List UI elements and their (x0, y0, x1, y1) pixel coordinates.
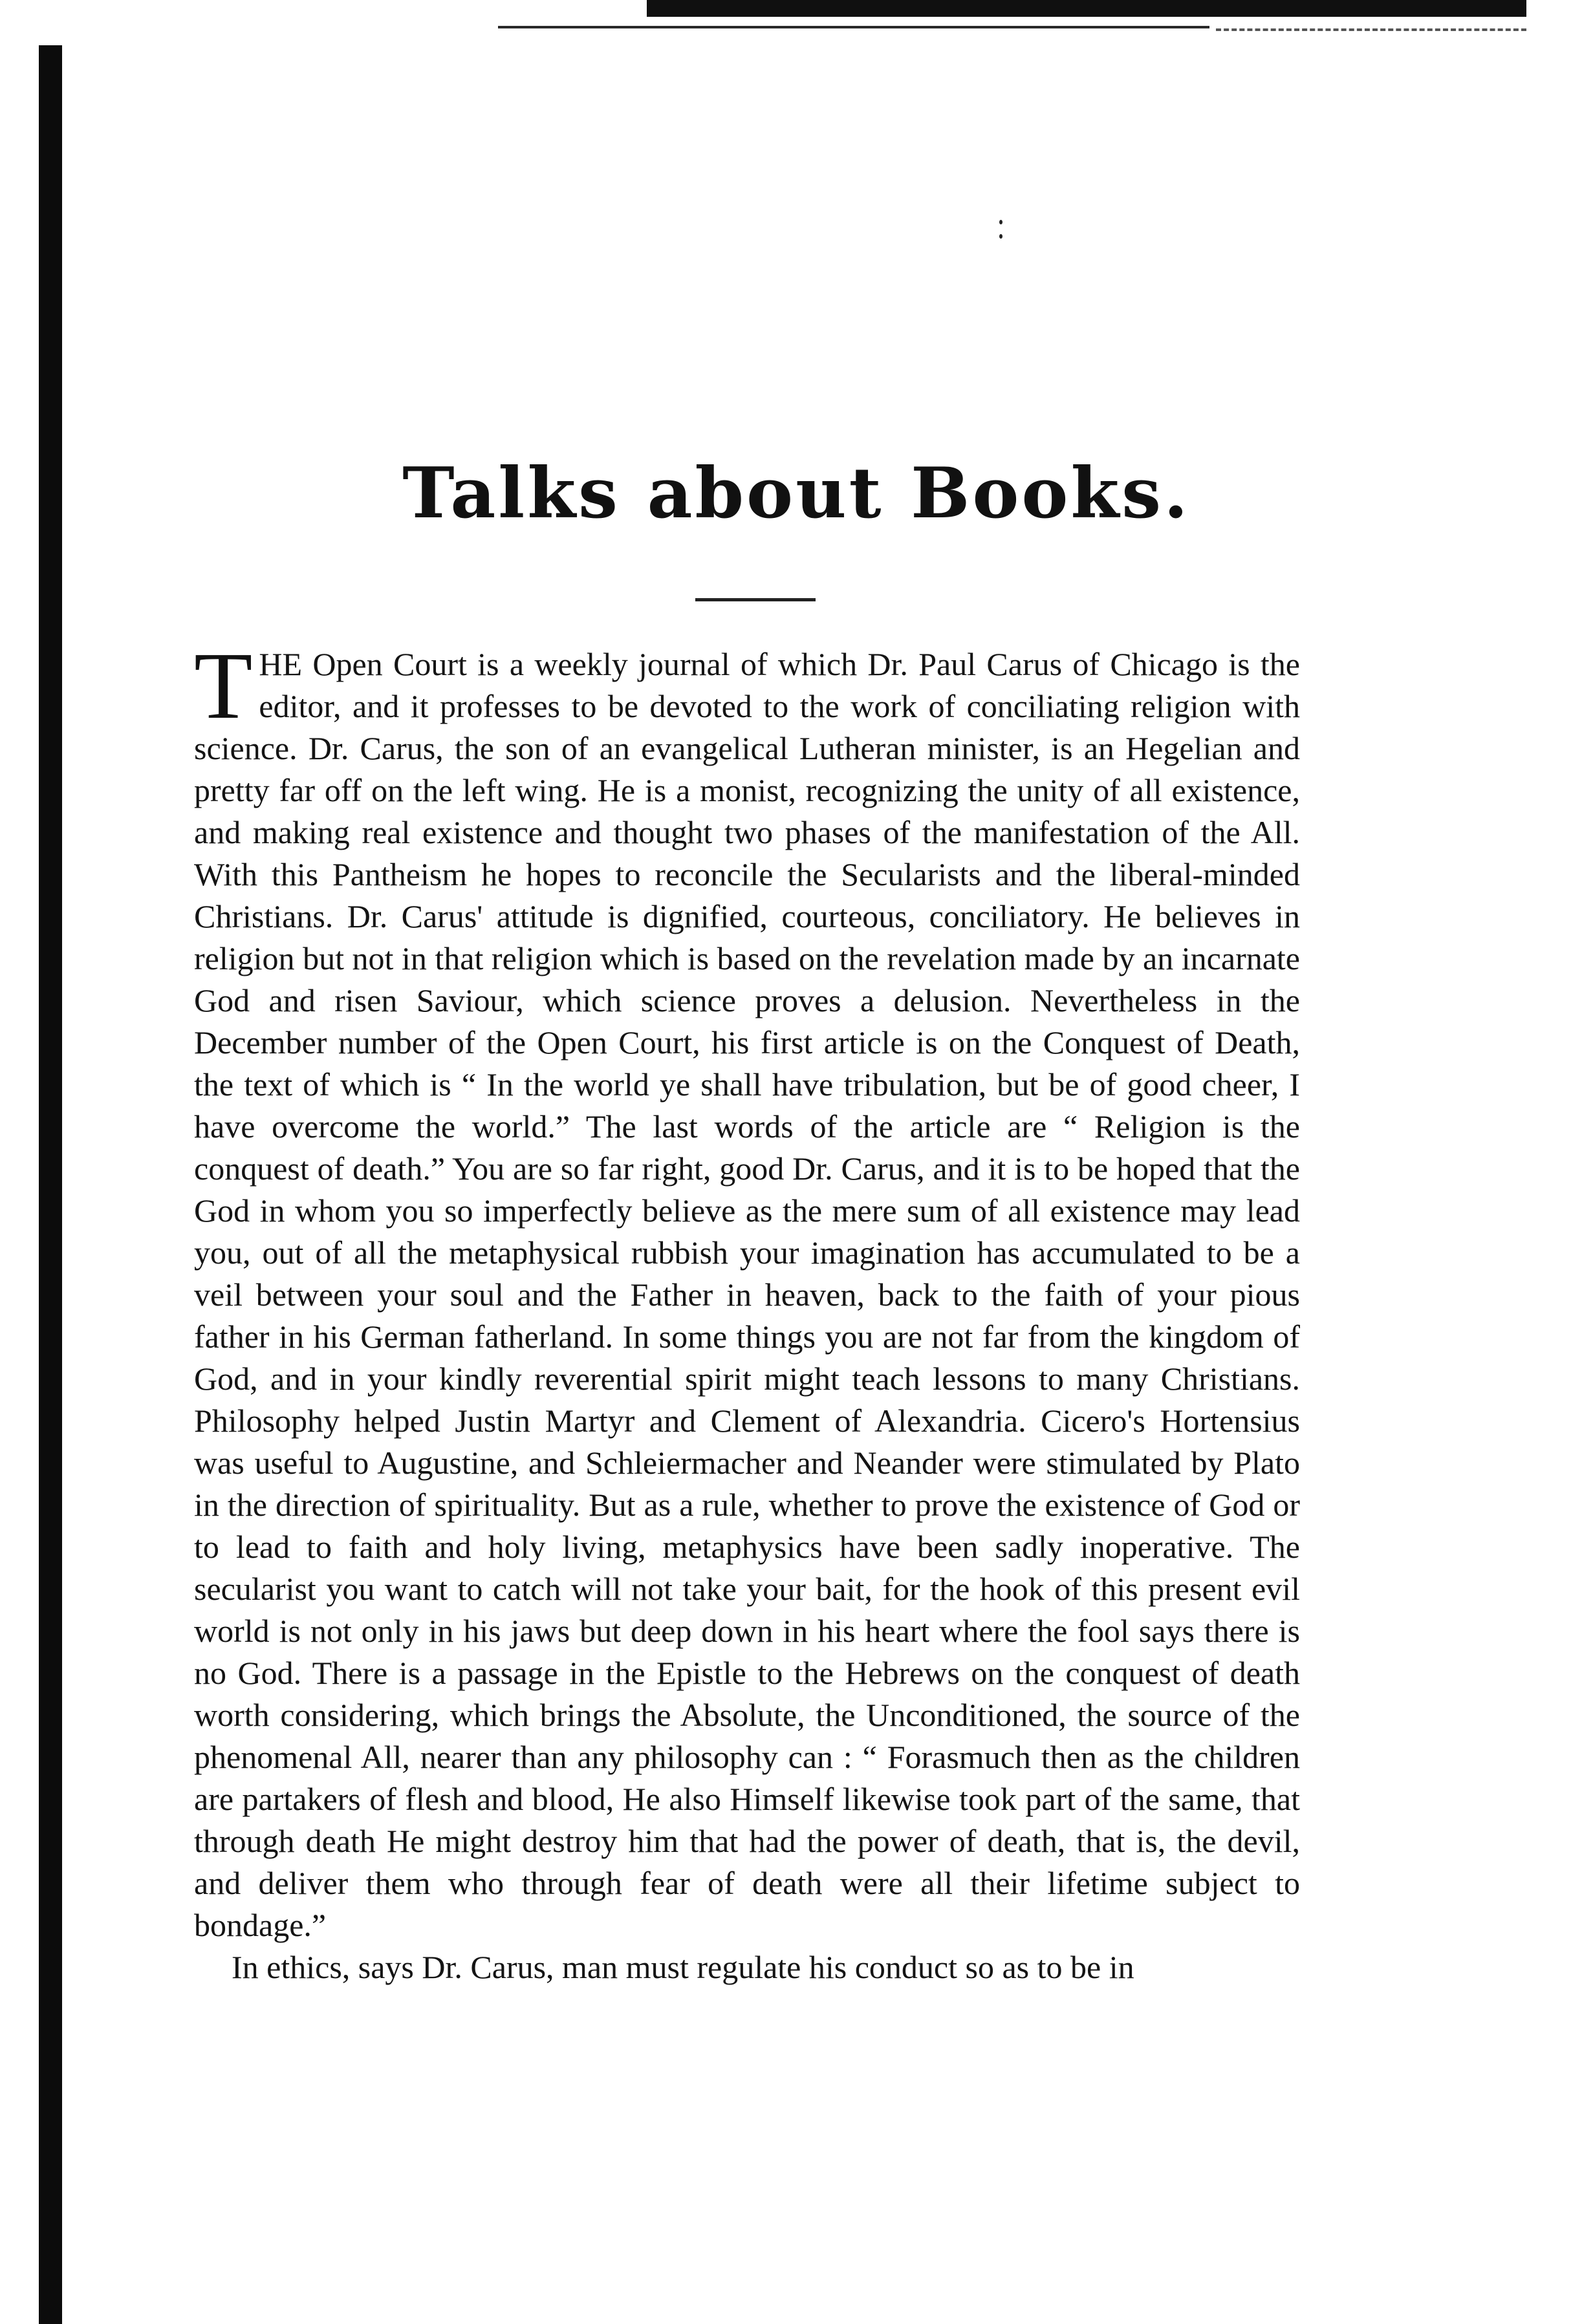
paragraph (194, 1946, 1300, 1988)
scan-speck (999, 220, 1002, 224)
top-rule-thin (498, 26, 1209, 28)
title-divider (695, 598, 816, 601)
top-rule-dashed (1216, 28, 1526, 31)
paragraph-text: In ethics, says Dr. Carus, man must regulate his conduct so as to be in (232, 1949, 1134, 1985)
paragraph (194, 633, 1300, 1946)
top-rule (647, 0, 1526, 17)
binding-edge (39, 45, 62, 2324)
paragraph-text: HE Open Court is a weekly journal of which Dr. Paul Carus of Chicago is the editor, and it professes to be devoted to the work of conciliating religion with science. Dr. Carus, the son of an evangelical Lutheran minister, is an Hegelian and pretty far off on the left wing. He is a monist, recognizing the unity of all existence, and making real existence and thought two phases of the manifestation of the All. With this Pantheism he hopes to reconcile the Secularists and the liberal-minded Christians. Dr. Carus' attitude is dignified, courteous, conciliatory. He believes in religion but not in that religion which is based on the revelation made by an incarnate God and risen Saviour, which science proves a delusion. Nevertheless in the December number of the Open Court, his first article is on the Conquest of Death, the text of which is “ In the world ye shall have tribulation, but be of good cheer, I have overcome the world.” The last words of the article are “ Religion is the conquest of death.” You are so far right, good Dr. Carus, and it is to be hoped that the God in whom you so imperfectly believe as the mere sum of all existence may lead you, out of all the metaphysical rubbish your imagination has accumulated to be a veil between your soul and the Father in heaven, back to the faith of your pious father in his German fatherland. In some things you are not far from the kingdom of God, and in your kindly reverential spirit might teach lessons to many Christians. Philosophy helped Justin Martyr and Clement of Alexandria. Cicero's Hortensius was useful to Augustine, and Schleiermacher and Neander were stimulated by Plato in the direction of spirituality. But as a rule, whether to prove the existence of God or to lead to faith and holy living, metaphysics have been sadly inoperative. The secularist you want to catch will not take your bait, for the hook of this present evil world is not only in his jaws but deep down in his heart where the fool says there is no God. There is a passage in the Epistle to the Hebrews on the conquest of death worth considering, which brings the Absolute, the Unconditioned, the source of the phenomenal All, nearer than any philosophy can : “ Forasmuch then as the children are partakers of flesh and blood, He also Himself likewise took part of the same, that through death He might destroy him that had the power of death, that is, the devil, and deliver them who through fear of death were all their lifetime subject to bondage.” (194, 646, 1300, 1943)
drop-cap: T (194, 633, 253, 739)
article-body (194, 633, 1300, 1988)
scan-speck (999, 234, 1002, 239)
page-title: Talks about Books. (402, 453, 1191, 534)
